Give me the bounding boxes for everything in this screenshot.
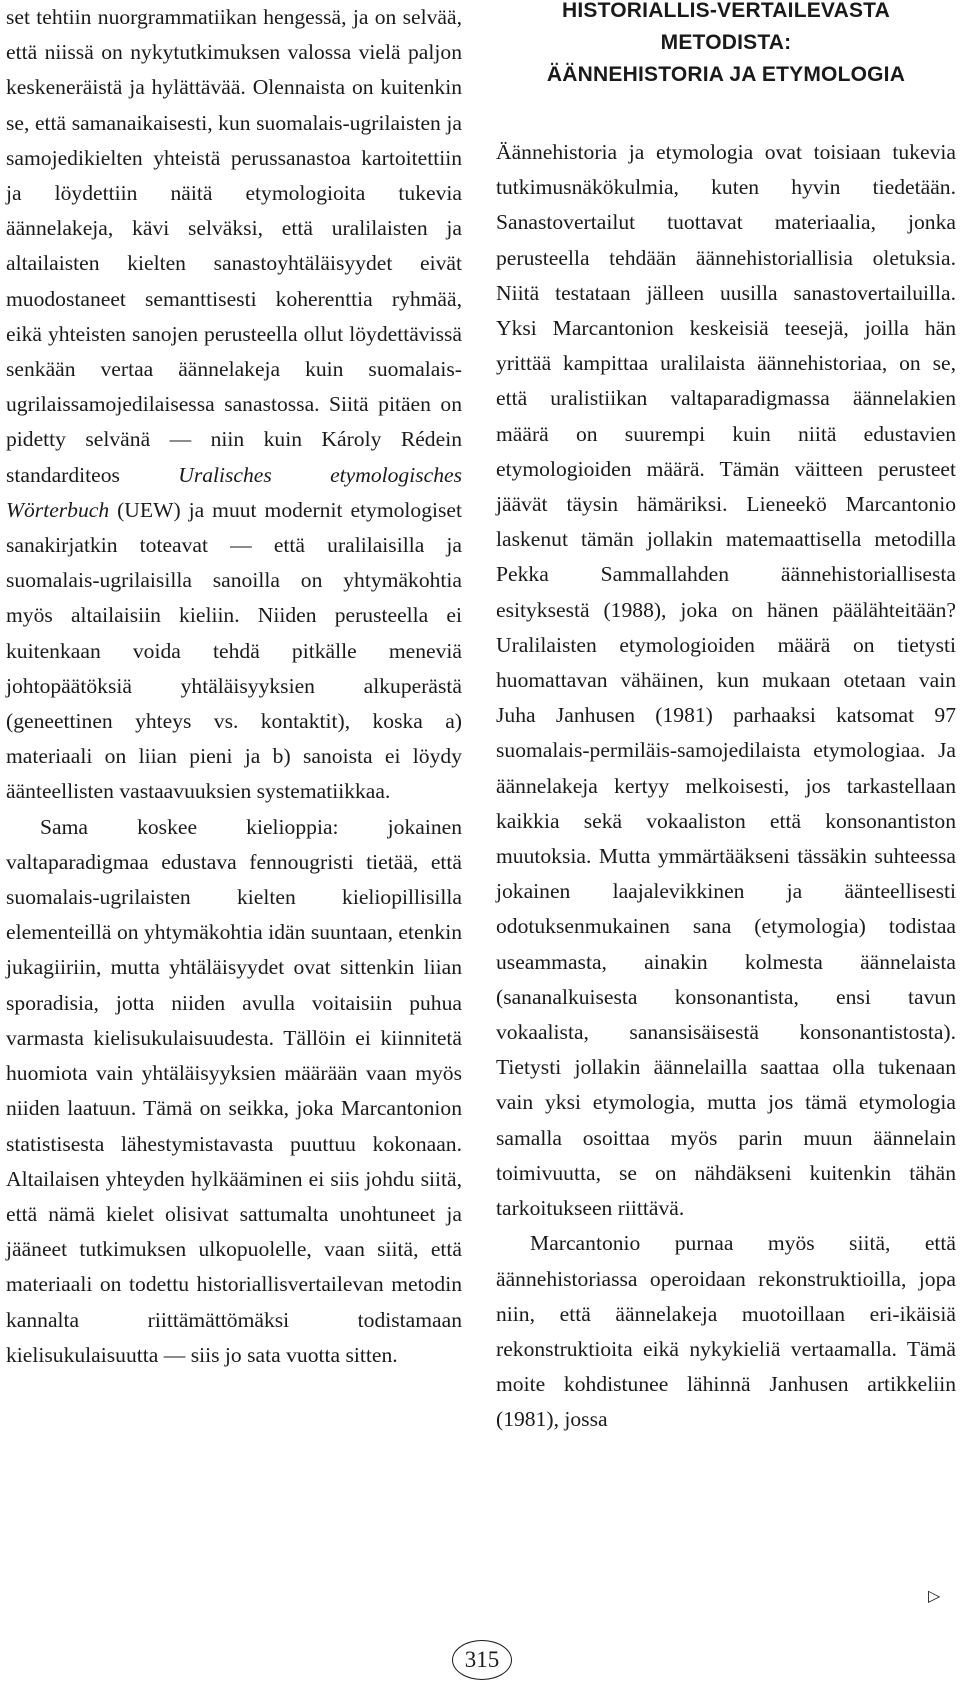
continue-arrow-icon: ▷ bbox=[928, 1586, 941, 1605]
paragraph-text: set tehtiin nuorgrammatiikan hengessä, ja on selvää, että niissä on nykytutkimuksen valossa vielä paljon keskeneräistä ja hylättävää. Olennaista on kuitenkin se, että samanaikaisesti, kun suomalais-ugrilaisten ja samojedikielten yhteistä perussanastoa kartoitettiin ja löydettiin näitä etymologioita tukevia äännelakeja, kävi selväksi, että uralilaisten ja altailaisten kielten sanastoyhtäläisyydet eivät muodostaneet semanttisesti koherenttia ryhmää, eikä yhteisten sanojen perusteella ollut löydettävissä senkään vertaa äännelakeja kuin suomalais-ugrilaissamojedilaisessa sanastossa. Siitä pitäen on pidetty selvänä — niin kuin Károly Rédein standarditeos bbox=[6, 5, 462, 487]
left-text-column bbox=[6, 0, 462, 1373]
heading-line: ÄÄNNEHISTORIA JA ETYMOLOGIA bbox=[546, 63, 906, 86]
paragraph bbox=[6, 0, 462, 810]
heading-line: HISTORIALLIS-VERTAILEVASTA bbox=[562, 0, 890, 22]
paragraph: Sama koskee kielioppia: jokainen valtaparadigmaa edustava fennougristi tietää, että suomalais-ugrilaisten kielten kieliopillisilla elementeillä on yhtymäkohtia idän suuntaan, etenkin jukagiiriin, mutta yhtäläisyydet ovat sittenkin liian sporadisia, jotta niiden avulla voitaisiin puhua varmasta kielisukulaisuudesta. Tällöin ei kiinnitetä huomiota vain yhtäläisyyksien määrään vaan myös niiden laatuun. Tämä on seikka, joka Marcantonion statistisesta lähestymistavasta puuttuu kokonaan. Altailaisen yhteyden hylkääminen ei siis johdu siitä, että nämä kielet olisivat sattumalta unohtuneet ja jääneet tutkimuksen ulkopuolelle, vaan siitä, että materiaali on todettu historiallisvertailevan metodin kannalta riittämättömäksi todistamaan kielisukulaisuutta — siis jo sata vuotta sitten. bbox=[6, 814, 462, 1367]
paragraph-text: (UEW) ja muut modernit etymologiset sanakirjatkin toteavat — että uralilaisilla ja suomalais-ugrilaisilla sanoilla on yhtymäkohtia myös altailaisiin kieliin. Niiden perusteella ei kuitenkaan voida tehdä pitkälle meneviä johtopäätöksiä yhtäläisyyksien alkuperästä (geneettinen yhteys vs. kontaktit), koska a) materiaali on liian pieni ja b) sanoista ei löydy äänteellisten vastaavuuksien systematiikkaa. bbox=[6, 497, 462, 804]
page-number: 315 bbox=[452, 1640, 512, 1680]
heading-line: METODISTA: bbox=[660, 31, 792, 54]
right-text-column bbox=[496, 0, 956, 1438]
book-title: Uralisches etymologisches Wörterbuch bbox=[6, 462, 462, 522]
paragraph: Äännehistoria ja etymologia ovat toisiaan tukevia tutkimusnäkökulmia, kuten hyvin tiedetään. Sanastovertailut tuottavat materiaalia, jonka perusteella tehdään äännehistoriallisia oletuksia. Niitä testataan jälleen uusilla sanastovertailuilla. Yksi Marcantonion keskeisiä teesejä, joilla hän yrittää kampittaa uralilaista äännehistoriaa, on se, että uralistiikan valtaparadigmassa äännelakien määrä on suurempi kuin niitä edustavien etymologioiden määrä. Tämän väitteen perusteet jäävät täysin hämäriksi. Lieneekö Marcantonio laskenut tämän jollakin matemaattisella metodilla Pekka Sammallahden äännehistoriallisesta esityksestä (1988), joka on hänen päälähteitään? Uralilaisten etymologioiden määrä on tietysti huomattavan vähäinen, kun mukaan otetaan vain Juha Janhusen (1981) parhaaksi katsomat 97 suomalais-permiläis-samojedilaista etymologiaa. Ja äännelakeja kertyy melkoisesti, jos tarkastellaan kaikkia sekä vokaaliston että konsonantiston muutoksia. Mutta ymmärtääkseni tässäkin suhteessa jokainen laajalevikkinen ja äänteellisesti odotuksenmukainen sana (etymologia) todistaa useammasta, ainakin kolmesta äännelaista (sananalkuisesta konsonantista, ensi tavun vokaalista, sanansisäisestä konsonantistosta). Tietysti jollakin äännelailla saattaa olla tukenaan vain yksi etymologia, mutta jos tämä etymologia samalla osoittaa myös parin muun äännelain toimivuutta, se on nähdäkseni kuitenkin tähän tarkoitukseen riittävä. bbox=[496, 140, 956, 1221]
section-heading bbox=[496, 0, 956, 91]
paragraph: Marcantonio purnaa myös siitä, että äännehistoriassa operoidaan rekonstruktioilla, jopa niin, että äännelakeja muotoillaan eri-ikäisiä rekonstruktioita eikä nykykieliä vertaamalla. Tämä moite kohdistunee lähinnä Janhusen artikkeliin (1981), jossa bbox=[496, 1231, 956, 1432]
